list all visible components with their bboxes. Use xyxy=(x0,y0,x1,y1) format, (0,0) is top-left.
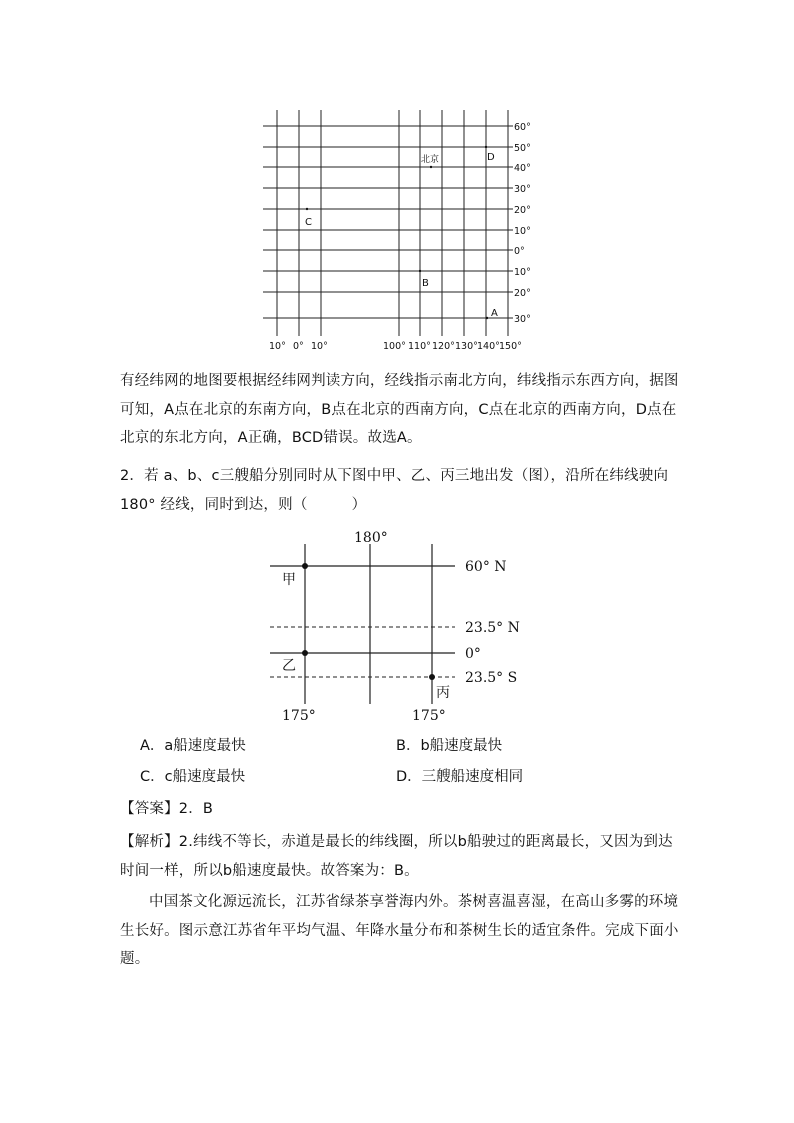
lat-label: 20° xyxy=(514,288,531,299)
grid-lines xyxy=(263,110,513,336)
lon-label: 10° xyxy=(269,341,286,352)
lon-label: 10° xyxy=(311,341,328,352)
answer-line: 【答案】2．B xyxy=(120,801,214,817)
point-c-label: C xyxy=(305,217,312,228)
point-b xyxy=(419,270,421,272)
option-b: B．b船速度最快 xyxy=(396,738,503,754)
ships-grid-figure xyxy=(260,524,540,724)
point-jia xyxy=(302,563,308,569)
question-2-stem: 2．若 a、b、c三艘船分别同时从下图中甲、乙、丙三地出发（图），沿所在纬线驶向180° 经线，同时到达，则（ ） xyxy=(120,468,669,513)
lon-label: 140° xyxy=(477,341,500,352)
explanation-paragraph: 有经纬网的地图要根据经纬网判读方向，经线指示南北方向，纬线指示东西方向，据图可知，A点在北京的东南方向，B点在北京的西南方向，C点在北京的西南方向，D点在北京的东北方向，A正确，BCD错误。故选A。 xyxy=(120,373,679,446)
point-b-label: B xyxy=(422,278,429,289)
lat-23s-label: 23.5° S xyxy=(465,670,518,686)
lat-lon-grid-figure xyxy=(255,108,535,356)
bing-label: 丙 xyxy=(436,685,450,701)
analysis-paragraph: 【解析】2.纬线不等长，赤道是最长的纬线圈，所以b船驶过的距离最长，又因为到达时间一样，所以b船速度最快。故答案为：B。 xyxy=(120,834,673,879)
point-a xyxy=(486,317,488,319)
meridian-175-label: 175° xyxy=(282,708,316,724)
grid-solid-lines xyxy=(270,544,455,704)
lat-60n-label: 60° N xyxy=(465,559,507,575)
lon-label: 130° xyxy=(455,341,478,352)
option-c: C．c船速度最快 xyxy=(140,769,246,785)
lat-label: 10° xyxy=(514,226,531,237)
beijing-label: 北京 xyxy=(421,155,440,165)
point-d-label: D xyxy=(487,152,495,163)
grid-dashed-lines xyxy=(270,627,455,677)
lat-23n-label: 23.5° N xyxy=(465,620,520,636)
lat-label: 10° xyxy=(514,267,531,278)
lat-0-label: 0° xyxy=(465,646,481,662)
lon-label: 0° xyxy=(293,341,304,352)
ship-points xyxy=(302,563,435,680)
lat-label: 30° xyxy=(514,184,531,195)
tea-intro-paragraph: 中国茶文化源远流长，江苏省绿茶享誉海内外。茶树喜温喜湿，在高山多雾的环境生长好。图示意江苏省年平均气温、年降水量分布和茶树生长的适宜条件。完成下面小题。 xyxy=(120,894,679,967)
lon-label: 150° xyxy=(499,341,522,352)
lat-label: 0° xyxy=(514,246,525,257)
point-yi xyxy=(302,650,308,656)
beijing-point xyxy=(430,166,432,168)
lat-label: 60° xyxy=(514,122,531,133)
map-points xyxy=(305,146,498,319)
lon-label: 100° xyxy=(383,341,406,352)
point-d xyxy=(485,146,487,148)
meridian-180-label: 180° xyxy=(354,530,388,546)
option-d: D．三艘船速度相同 xyxy=(396,769,524,785)
lat-label: 50° xyxy=(514,143,531,154)
meridian-175-label: 175° xyxy=(412,708,446,724)
lat-label: 40° xyxy=(514,163,531,174)
lon-label: 120° xyxy=(432,341,455,352)
lat-label: 30° xyxy=(514,314,531,325)
point-bing xyxy=(429,674,435,680)
option-a: A．a船速度最快 xyxy=(140,738,246,754)
jia-label: 甲 xyxy=(282,572,296,588)
latitude-labels xyxy=(514,122,531,325)
point-c xyxy=(306,208,308,210)
lat-label: 20° xyxy=(514,205,531,216)
point-a-label: A xyxy=(491,308,498,319)
longitude-labels xyxy=(269,341,522,352)
lon-label: 110° xyxy=(408,341,431,352)
yi-label: 乙 xyxy=(282,658,296,674)
